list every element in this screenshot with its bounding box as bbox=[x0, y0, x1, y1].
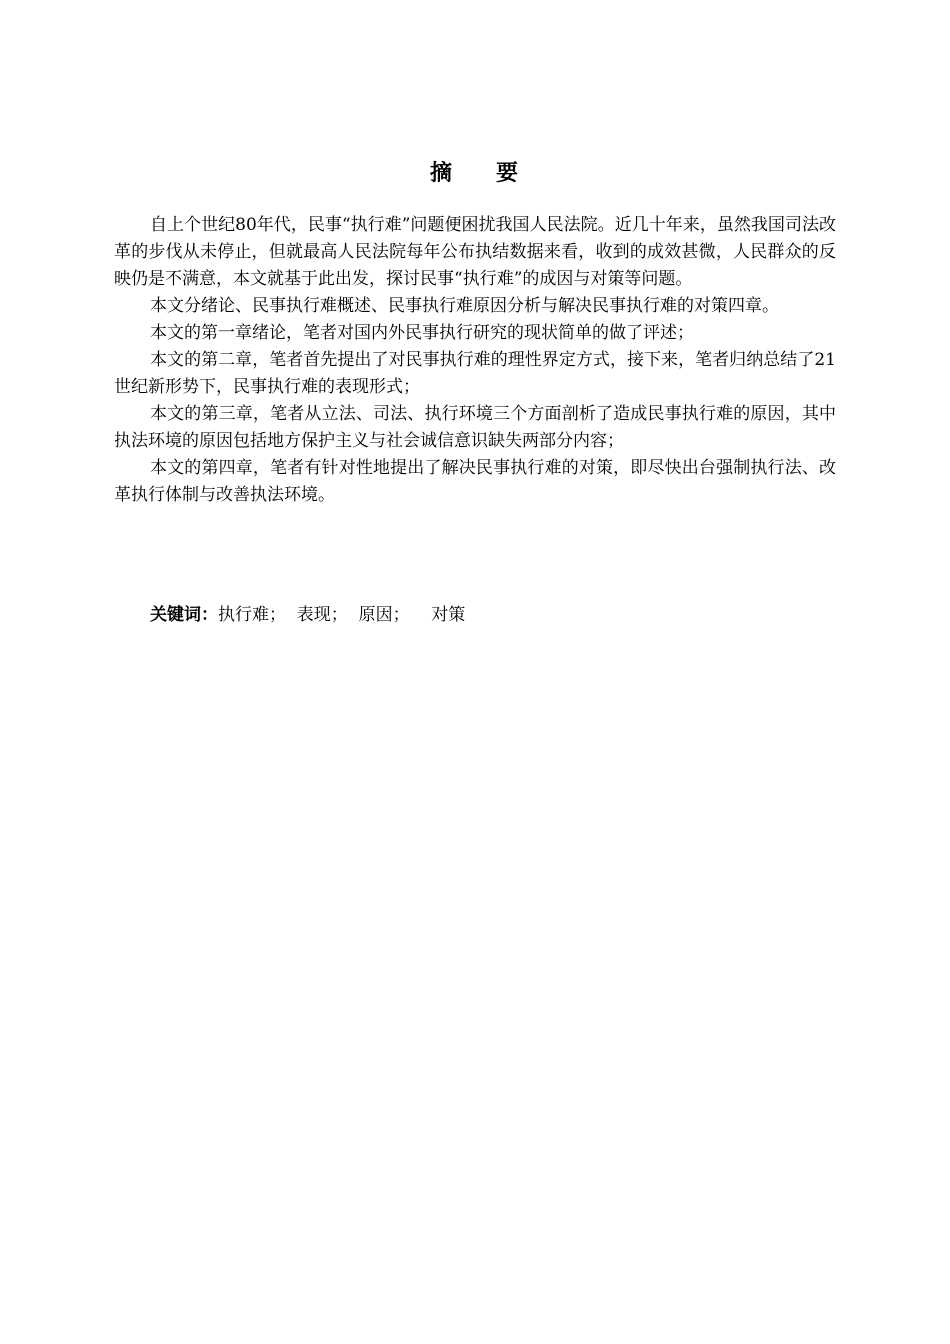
paragraph-2: 本文分绪论、民事执行难概述、民事执行难原因分析与解决民事执行难的对策四章。 bbox=[150, 296, 779, 316]
paragraph-6: 本文的第四章，笔者有针对性地提出了解决民事执行难的对策，即尽快出台强制执行法、改革执行体制与改善执法环境。 bbox=[114, 458, 836, 505]
paragraph-3: 本文的第一章绪论，笔者对国内外民事执行研究的现状简单的做了评述； bbox=[150, 323, 694, 343]
title-char-1: 摘 bbox=[429, 161, 454, 186]
keywords-items: 执行难； 表现； 原因； 对策 bbox=[218, 605, 466, 625]
paragraph-4: 本文的第二章，笔者首先提出了对民事执行难的理性界定方式，接下来，笔者归纳总结了21世纪新形势下，民事执行难的表现形式； bbox=[114, 350, 836, 397]
title-char-2: 要 bbox=[496, 161, 521, 186]
abstract-title bbox=[114, 158, 836, 190]
paragraph-5: 本文的第三章，笔者从立法、司法、执行环境三个方面剖析了造成民事执行难的原因，其中执法环境的原因包括地方保护主义与社会诚信意识缺失两部分内容； bbox=[114, 404, 836, 451]
abstract-body bbox=[114, 212, 836, 509]
keywords-label: 关键词： bbox=[150, 605, 218, 625]
paragraph-1: 自上个世纪80年代，民事“执行难”问题便困扰我国人民法院。近几十年来，虽然我国司法改革的步伐从未停止，但就最高人民法院每年公布执结数据来看，收到的成效甚微，人民群众的反映仍是不满意，本文就基于此出发，探讨民事“执行难”的成因与对策等问题。 bbox=[114, 215, 836, 289]
keywords-line bbox=[114, 602, 836, 629]
